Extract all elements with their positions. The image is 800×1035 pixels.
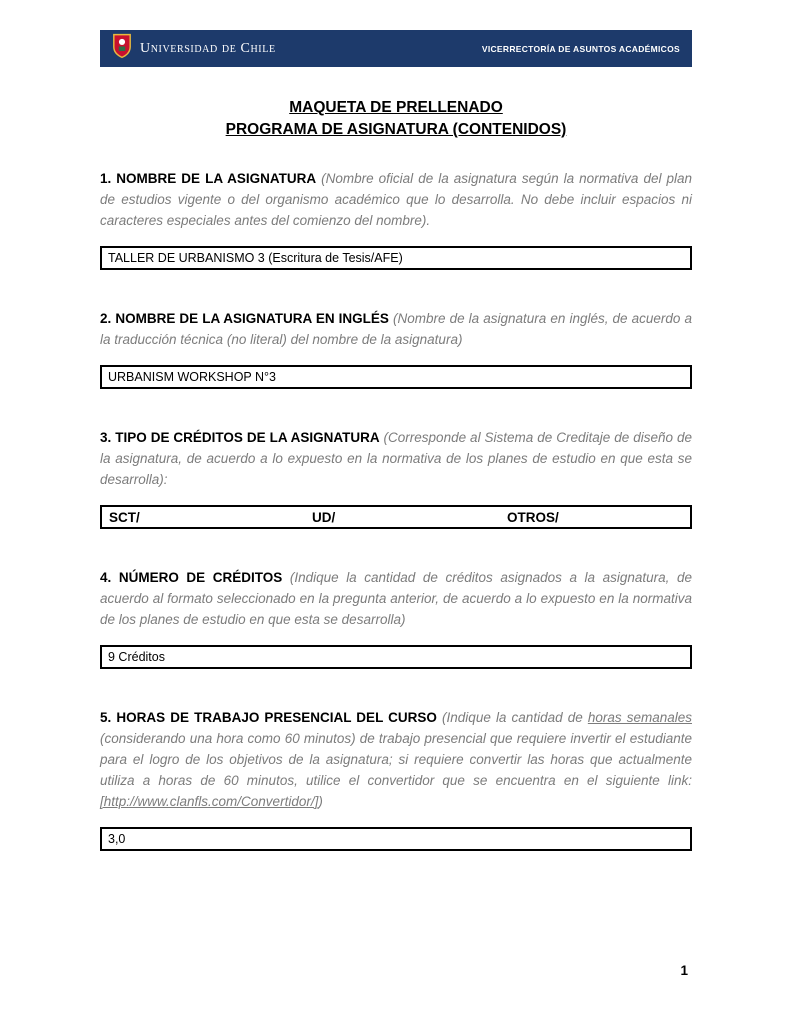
section-5-desc-underlined: horas semanales (587, 710, 692, 725)
section-4-value-box (100, 645, 692, 669)
section-3-description: (Corresponde al Sistema de Creditaje de diseño de la asignatura, de acuerdo a lo expuesto en la normativa de los planes de estudio en que esta se desarrolla): (100, 430, 692, 487)
section-3-heading: 3. TIPO DE CRÉDITOS DE LA ASIGNATURA (100, 430, 380, 445)
university-crest-icon (112, 33, 132, 64)
section-2 (100, 308, 692, 350)
document-title-line-1: MAQUETA DE PRELLENADO (289, 99, 503, 116)
vicerrectoria-label: VICERRECTORÍA DE ASUNTOS ACADÉMICOS (481, 43, 680, 54)
section-5-desc-part2: (considerando una hora como 60 minutos) de trabajo presencial que requiere invertir el estudiante para el logro de los objetivos de la asignatura; si requiere convertir las horas que actualmente utiliza a horas de 60 minutos, utilice el convertidor que se encuentra en el siguiente link: (100, 731, 692, 788)
section-5-desc-part1: (Indique la cantidad de (442, 710, 588, 725)
section-1 (100, 168, 692, 231)
presential-hours-value: 3,0 (108, 832, 126, 846)
section-5 (100, 707, 692, 812)
section-5-heading: 5. HORAS DE TRABAJO PRESENCIAL DEL CURSO (100, 710, 437, 725)
course-name-english-value: URBANISM WORKSHOP N°3 (108, 370, 276, 384)
course-name-value: TALLER DE URBANISMO 3 (Escritura de Tesis/AFE) (108, 251, 403, 265)
section-5-value-box (100, 827, 692, 851)
credit-count-value: 9 Créditos (108, 650, 165, 664)
credit-type-ud: UD/ (312, 509, 336, 525)
convertidor-link[interactable]: [http://www.clanfls.com/Convertidor/] (100, 794, 319, 809)
section-2-heading: 2. NOMBRE DE LA ASIGNATURA EN INGLÉS (100, 311, 389, 326)
credit-type-sct: SCT/ (109, 509, 140, 525)
section-1-value-box (100, 246, 692, 270)
header-bar (100, 30, 692, 67)
document-title (100, 97, 692, 141)
section-4 (100, 567, 692, 630)
section-4-description: (Indique la cantidad de créditos asignados a la asignatura, de acuerdo al formato seleccionado en la pregunta anterior, de acuerdo a lo expuesto en la normativa de los planes de estudio en que esta se desarrolla) (100, 570, 692, 627)
university-name: Universidad de Chile (140, 40, 276, 56)
university-brand (112, 33, 276, 64)
section-1-heading: 1. NOMBRE DE LA ASIGNATURA (100, 171, 317, 186)
section-2-value-box (100, 365, 692, 389)
page-number: 1 (680, 963, 688, 978)
section-2-description: (Nombre de la asignatura en inglés, de acuerdo a la traducción técnica (no literal) del nombre de la asignatura) (100, 311, 692, 347)
credit-type-otros: OTROS/ (507, 509, 559, 525)
section-3 (100, 427, 692, 490)
section-4-heading: 4. NÚMERO DE CRÉDITOS (100, 570, 283, 585)
section-1-description: (Nombre oficial de la asignatura según la normativa del plan de estudios vigente o del organismo académico que lo desarrolla. No debe incluir espacios ni caracteres especiales antes del comienzo del nombre). (100, 171, 692, 228)
section-5-desc-part3: ) (318, 794, 323, 809)
document-title-line-2: PROGRAMA DE ASIGNATURA (CONTENIDOS) (225, 121, 567, 138)
section-3-credit-type-box (100, 505, 692, 529)
